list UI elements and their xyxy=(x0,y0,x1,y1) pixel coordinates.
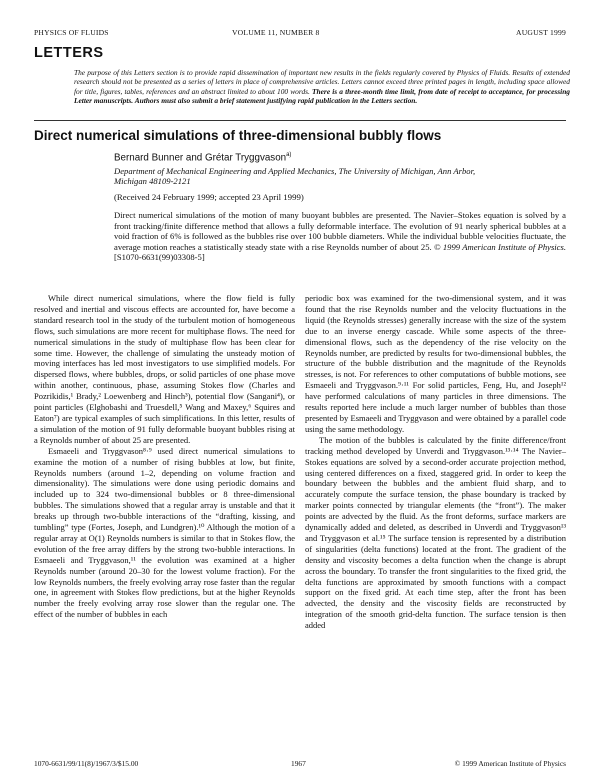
divider xyxy=(34,120,566,121)
paragraph: While direct numerical simulations, where the flow field is fully resolved and inertial and viscous effects are accounted for, have become a standard research tool in the study of the turbulent motion of homogeneous flows, such simulations are more recent for multiphase flows. The need for numerical simulations in the study of multiphase flow has been clear for some time. However, the challenge of simulating the unsteady motion of moving interfaces has led most investigators to use simplified models. For dispersed flows, where bubbles, drops, or solid particles of one phase move within another, continuous, phase, assuming Stokes flow (Charles and Pozrikidis,¹ Brady,² Loewenberg and Hinch³), potential flow (Sangani⁴), or point particles (Elghobashi and Truesdell,⁵ Wang and Maxey,⁶ Squires and Eaton⁷) are typical examples of such simplifications. In this letter, results of a simulation of the motion of 91 fully deformable buoyant bubbles rising at a Reynolds number of about 25 are presented. xyxy=(34,293,295,445)
journal-name: PHYSICS OF FLUIDS xyxy=(34,28,109,37)
section-title: LETTERS xyxy=(34,45,104,61)
authors xyxy=(114,152,291,163)
affiliation: Department of Mechanical Engineering and Applied Mechanics, The University of Michigan, Ann Arbor, Michigan 48109-2121 xyxy=(114,166,476,187)
purpose-bold: There is a three-month time limit, from date of receipt to acceptance, for processing Letter manuscripts. Authors must also submit a brief statement justifying rapid publication in the Letters section. xyxy=(74,86,571,106)
footer-code: 1070-6631/99/11(8)/1967/3/$15.00 xyxy=(34,759,139,768)
author-note: a) xyxy=(286,152,292,158)
abstract xyxy=(114,210,566,263)
abstract-text: Direct numerical simulations of the motion of many buoyant bubbles are presented. The Navier–Stokes equation is solved by a front tracking/finite difference method that allows a fully deformable interface. The evolution of 91 nearly spherical bubbles at a void fraction of 6% is followed as the bubbles rise over 100 bubble diameters. While the individual bubble velocities fluctuate, the average motion reaches a statistically steady state with a rise Reynolds number of about 25. xyxy=(114,210,566,252)
page-number: 1967 xyxy=(291,759,306,768)
purpose-text: The purpose of this Letters section is to provide rapid dissemination of important new results in the fields regularly covered by Physics of Fluids. Results of extended research should not be presented as a series of letters in place of comprehensive articles. Letters cannot exceed three printed pages in length, including space allowed for title, figures, tables, references and an abstract limited to about 100 words. xyxy=(74,68,570,96)
paragraph: periodic box was examined for the two-dimensional system, and it was found that the rise Reynolds number and the velocity fluctuations in the liquid (the Reynolds stresses) generally increase with the size of the system due to an inverse energy cascade. While some aspects of the three-dimensional flows, such as the dependency of the rise velocity on the Reynolds number, are predicted by results for two-dimensional bubbles, the structure of the bubble distribution and the magnitude of the Reynolds stresses, is not. For references to other computations of bubble motions, see Esmaeeli and Tryggvason.⁹·¹¹ For solid particles, Feng, Hu, and Joseph¹² have performed calculations of many particles in three dimensions. The results reported here include a much larger number of bubbles than those presented by Esmaeeli and Tryggvason and were obtained by a parallel code using the same methodology. xyxy=(305,293,566,434)
received-dates: (Received 24 February 1999; accepted 23 April 1999) xyxy=(114,192,304,202)
volume-number: VOLUME 11, NUMBER 8 xyxy=(232,28,320,37)
issue-date: AUGUST 1999 xyxy=(516,28,566,37)
author-names: Bernard Bunner and Grétar Tryggvason xyxy=(114,152,287,164)
right-column xyxy=(305,293,566,631)
abstract-copyright: © 1999 American Institute of Physics. xyxy=(434,241,566,252)
doi: [S1070-6631(99)03308-5] xyxy=(114,252,205,263)
paragraph: Esmaeeli and Tryggvason⁸·⁹ used direct numerical simulations to examine the motion of a number of rising bubbles at low, but finite, Reynolds numbers (around 1–2, depending on volume fraction and dimensionality). The simulations were done using periodic domains and included up to 324 two-dimensional bubbles or 8 three-dimensional bubbles. The simulations showed that a regular array is unstable and that it breaks up through two-bubble interactions of the “drafting, kissing, and tumbling” type (Fortes, Joseph, and Lundgren).¹⁰ Although the motion of a regular array at O(1) Reynolds numbers is similar to that in Stokes flow, the evolution of the free array differs by the strong two-bubble interactions. In Esmaeeli and Tryggvason,¹¹ the evolution was examined at a higher Reynolds number (around 20–30 for the lowest volume fraction). For the low Reynolds numbers, the freely evolving array rose faster than the regular one, in agreement with Stokes flow predictions, but at the higher Reynolds number the freely evolving array rose slower than the regular one. The effect of the number of bubbles in each xyxy=(34,445,295,620)
footer-copyright: © 1999 American Institute of Physics xyxy=(454,759,566,768)
letters-purpose xyxy=(74,68,570,106)
left-column xyxy=(34,293,295,620)
article-title: Direct numerical simulations of three-dimensional bubbly flows xyxy=(34,128,442,143)
paragraph: The motion of the bubbles is calculated by the finite difference/front tracking method developed by Unverdi and Tryggvason.¹³·¹⁴ The Navier–Stokes equations are solved by a second-order accurate projection method, using centered differences on a fixed, staggered grid. In order to keep the boundary between the bubbles and the ambient fluid sharp, and to accurately compute the surface tension, the phase boundary is tracked by marker points connected by triangular elements (the “front”). The maker points are advected by the fluid. As the front deforms, surface markers are dynamically added and deleted, as described in Unverdi and Tryggvason¹³ and Tryggvason et al.¹⁵ The surface tension is represented by a distribution of singularities (delta functions) located at the front. The gradient of the density and viscosity becomes a delta function when the change is abrupt across the boundary. To transfer the front singularities to the fixed grid, the delta functions are approximated by smooth functions with a compact support on the fixed grid. At each time step, after the front has been advected, the density and the viscosity fields are reconstructed by integration of the smooth grid-delta function. The surface tension is then added xyxy=(305,434,566,631)
